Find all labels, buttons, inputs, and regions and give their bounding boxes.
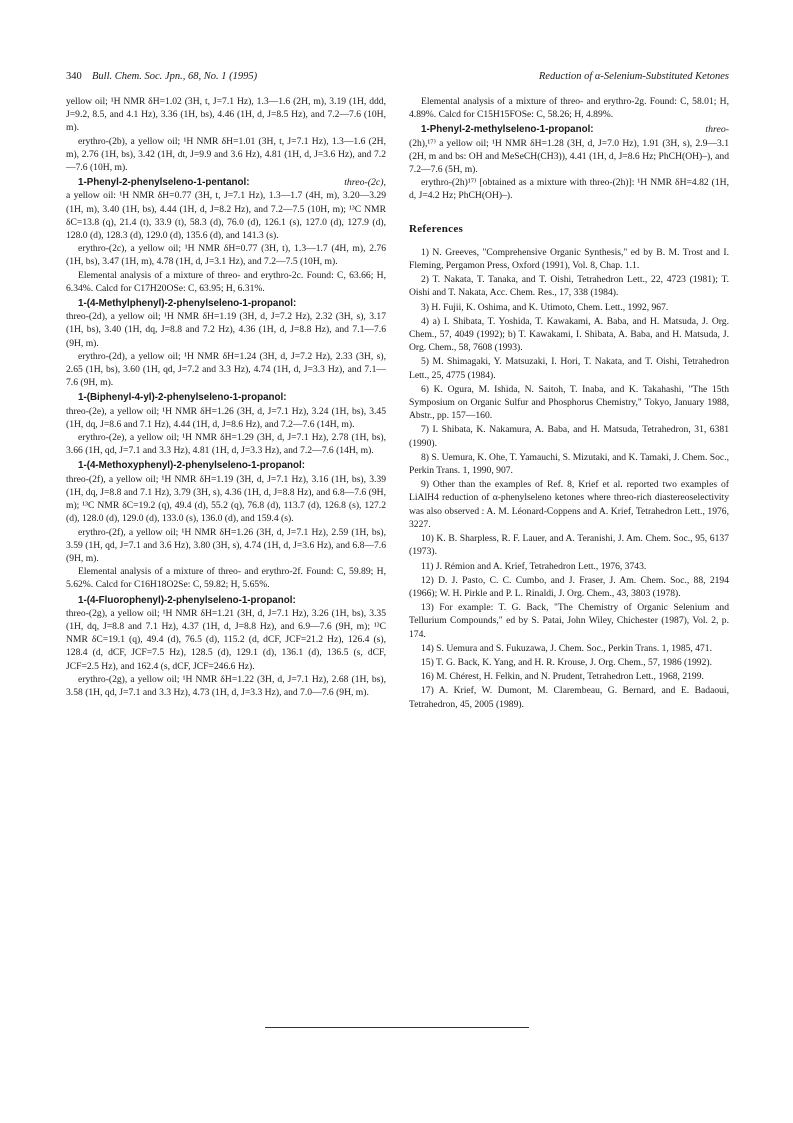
compound-heading — [66, 459, 386, 472]
compound-name: 1-Phenyl-2-methylseleno-1-propanol: — [421, 124, 594, 136]
experimental-paragraph: erythro-(2h)¹⁷⁾ [obtained as a mixture with threo-(2h)]: ¹H NMR δH=4.82 (1H, d, J=4.2 Hz; PhCH(OH)–). — [409, 177, 729, 202]
experimental-paragraph: erythro-(2b), a yellow oil; ¹H NMR δH=1.01 (3H, t, J=7.1 Hz), 1.3—1.6 (2H, m), 2.76 (1H, bs), 3.42 (1H, dt, J=9.9 and 3.6 Hz), 4.81 (1H, d, J=3.6 Hz), and 7.2—7.6 (10H, m). — [66, 135, 386, 174]
running-header — [66, 70, 729, 84]
reference-item: 7) I. Shibata, K. Nakamura, A. Baba, and H. Matsuda, Tetrahedron, 31, 6381 (1990). — [409, 424, 729, 449]
experimental-paragraph: a yellow oil: ¹H NMR δH=0.77 (3H, t, J=7.1 Hz), 1.3—1.7 (4H, m), 3.20—3.29 (1H, m), 3.40 (1H, bs), 4.44 (1H, d, J=8.2 Hz), and 7.2—7.5 (10H, m); ¹³C NMR δC=13.8 (q), 21.4 (t), 33.9 (t), 58.3 (d), 76.0 (d), 126.1 (s), 127.0 (d), 127.9 (d), 128.0 (d), 128.3 (d), 129.0 (d), 135.6 (d), and 141.3 (s). — [66, 190, 386, 242]
compound-heading — [66, 176, 386, 189]
compound-heading — [66, 297, 386, 310]
compound-name: 1-Phenyl-2-phenylseleno-1-pentanol: — [78, 177, 250, 189]
experimental-paragraph: (2h),¹⁷⁾ a yellow oil; ¹H NMR δH=1.28 (3H, d, J=7.0 Hz), 1.91 (3H, s), 2.9—3.1 (2H, m and bs: OH and MeSeCH(CH3)), 4.41 (1H, d, J=8.6 Hz; PhCH(OH)–), and 7.2—7.6 (5H, m). — [409, 137, 729, 176]
experimental-paragraph: erythro-(2c), a yellow oil; ¹H NMR δH=0.77 (3H, t), 1.3—1.7 (4H, m), 2.76 (1H, bs), 3.47 (1H, m), 4.78 (1H, d, J=3.1 Hz), and 7.2—7.5 (10H, m). — [66, 243, 386, 268]
compound-name: 1-(Biphenyl-4-yl)-2-phenylseleno-1-propanol: — [78, 392, 287, 404]
right-column — [409, 95, 729, 712]
experimental-paragraph: Elemental analysis of a mixture of threo- and erythro-2g. Found: C, 58.01; H, 4.89%. Calcd for C15H15FOSe: C, 58.26; H, 4.89%. — [409, 96, 729, 121]
reference-item: 9) Other than the examples of Ref. 8, Krief et al. reported two examples of LiAlH4 reduction of α-phenylseleno ketones where threo-rich diastereoselectivity was also observed : A. M. Léonard-Coppens and A. Krief, Tetrahedron Lett., 1976, 3227. — [409, 479, 729, 530]
compound-name: 1-(4-Methylphenyl)-2-phenylseleno-1-propanol: — [78, 298, 297, 310]
compound-name: 1-(4-Methoxyphenyl)-2-phenylseleno-1-propanol: — [78, 460, 305, 472]
experimental-paragraph: threo-(2d), a yellow oil; ¹H NMR δH=1.19 (3H, d, J=7.2 Hz), 2.32 (3H, s), 3.17 (1H, bs), 3.40 (1H, dq, J=8.8 and 7.2 Hz), 4.36 (1H, d, J=8.8 Hz), and 7.1—7.6 (9H, m). — [66, 311, 386, 349]
experimental-paragraph: Elemental analysis of a mixture of threo- and erythro-2c. Found: C, 63.66; H, 6.34%. Calcd for C17H20OSe: C, 63.95; H, 6.31%. — [66, 269, 386, 294]
reference-item: 14) S. Uemura and S. Fukuzawa, J. Chem. Soc., Perkin Trans. 1, 1985, 471. — [421, 642, 712, 654]
reference-item: 10) K. B. Sharpless, R. F. Lauer, and A. Teranishi, J. Am. Chem. Soc., 95, 6137 (1973). — [409, 533, 729, 558]
reference-item: 16) M. Chérest, H. Felkin, and N. Prudent, Tetrahedron Lett., 1968, 2199. — [421, 671, 704, 683]
reference-item: 15) T. G. Back, K. Yang, and H. R. Krouse, J. Org. Chem., 57, 1986 (1992). — [421, 656, 712, 668]
reference-item: 8) S. Uemura, K. Ohe, T. Yamauchi, S. Mizutaki, and K. Tamaki, J. Chem. Soc., Perkin Trans. 1, 1990, 907. — [409, 451, 729, 477]
reference-item: 13) For example: T. G. Back, "The Chemistry of Organic Selenium and Tellurium Compounds," ed by S. Patai, John Wiley, Chichester (1987), Vol. 2, p. 174. — [409, 602, 729, 640]
experimental-paragraph: Elemental analysis of a mixture of threo- and erythro-2f. Found: C, 59.89; H, 5.62%. Calcd for C16H18O2Se: C, 59.82; H, 5.65%. — [66, 566, 386, 591]
experimental-paragraph: erythro-(2d), a yellow oil; ¹H NMR δH=1.24 (3H, d, J=7.2 Hz), 2.33 (3H, s), 2.65 (1H, bs), 3.60 (1H, qd, J=7.2 and 3.3 Hz), 4.74 (1H, d, J=3.3 Hz), and 7.1—7.6 (9H, m). — [66, 350, 386, 389]
experimental-paragraph: erythro-(2g), a yellow oil; ¹H NMR δH=1.22 (3H, d, J=7.1 Hz), 2.68 (1H, bs), 3.58 (1H, qd, J=7.1 and 3.3 Hz), 4.73 (1H, d, J=3.3 Hz), and 7.0—7.6 (9H, m). — [66, 673, 386, 698]
compound-heading — [66, 594, 386, 607]
experimental-paragraph: threo-(2g), a yellow oil; ¹H NMR δH=1.21 (3H, d, J=7.1 Hz), 3.26 (1H, bs), 3.35 (1H, dq, J=8.8 and 7.1 Hz), 4.37 (1H, d, J=8.8 Hz), and 6.9—7.6 (9H, m); ¹³C NMR δC=19.1 (q), 49.4 (d), 76.5 (d), 115.2 (d, dCF, JCF=21.2 Hz), 126.4 (s), 128.4 (d, dCF, JCF=7.5 Hz), 128.5 (d), 129.1 (d), 136.1 (d), 136.5 (s, dCF, JCF=2.5 Hz), and 162.4 (s, dCF, JCF=246.6 Hz). — [66, 607, 386, 672]
page-number: 340 — [66, 71, 82, 82]
configuration-label: threo-(2c), — [344, 177, 386, 189]
configuration-label: threo- — [705, 124, 729, 136]
compound-heading — [409, 123, 729, 136]
reference-item: 6) K. Ogura, M. Ishida, N. Saitoh, T. Inaba, and K. Takahashi, "The 15th Symposium on Organic Sulfur and Phosphorus Chemistry," Tokyo, January 1988, Abstr., pp. 157—160. — [409, 383, 729, 422]
reference-item: 1) N. Greeves, "Comprehensive Organic Synthesis," ed by B. M. Trost and I. Fleming, Pergamon Press, Oxford (1991), Vol. 8, Chap. 1.1. — [409, 246, 729, 272]
experimental-continued — [409, 95, 729, 203]
experimental-paragraph: yellow oil; ¹H NMR δH=1.02 (3H, t, J=7.1 Hz), 1.3—1.6 (2H, m), 3.19 (1H, ddd, J=9.2, 8.5, and 4.1 Hz), 3.36 (1H, bs), 4.46 (1H, d, J=8.5 Hz), and 7.2—7.6 (10H, m). — [66, 96, 386, 134]
reference-item: 2) T. Nakata, T. Tanaka, and T. Oishi, Tetrahedron Lett., 22, 4723 (1981); T. Oishi and T. Nakata, Acc. Chem. Res., 17, 338 (1984). — [409, 274, 729, 299]
experimental-paragraph: threo-(2f), a yellow oil; ¹H NMR δH=1.19 (3H, d, J=7.1 Hz), 3.16 (1H, bs), 3.39 (1H, dq, J=8.8 and 7.1 Hz), 3.79 (3H, s), 4.36 (1H, d, J=8.8 Hz), and 6.8—7.6 (9H, m); ¹³C NMR δC=19.2 (q), 49.4 (d), 55.2 (q), 76.8 (d), 113.7 (d), 126.8 (s), 127.2 (d), 128.0 (d), 129.0 (d), 133.0 (s), 136.0 (d), and 159.4 (s). — [66, 473, 386, 525]
reference-item: 12) D. J. Pasto, C. C. Cumbo, and J. Fraser, J. Am. Chem. Soc., 88, 2194 (1966); W. H. Pirkle and P. L. Rinaldi, J. Org. Chem., 43, 3803 (1978). — [409, 574, 729, 599]
reference-item: 17) A. Krief, W. Dumont, M. Clarembeau, G. Bernard, and E. Badaoui, Tetrahedron, 45, 2005 (1989). — [409, 685, 729, 710]
running-title: Reduction of α-Selenium-Substituted Ketones — [538, 71, 729, 82]
references-heading: References — [409, 222, 464, 235]
reference-item: 5) M. Shimagaki, Y. Matsuzaki, I. Hori, T. Nakata, and T. Oishi, Tetrahedron Lett., 25, 4775 (1984). — [409, 356, 729, 381]
experimental-paragraph: erythro-(2e), a yellow oil; ¹H NMR δH=1.29 (3H, d, J=7.1 Hz), 2.78 (1H, bs), 3.66 (1H, qd, J=7.1 and 3.3 Hz), 4.81 (1H, d, J=3.3 Hz), and 7.2—7.6 (14H, m). — [66, 432, 386, 457]
experimental-paragraph: erythro-(2f), a yellow oil; ¹H NMR δH=1.26 (3H, d, J=7.1 Hz), 2.59 (1H, bs), 3.59 (1H, qd, J=7.1 and 3.6 Hz), 3.80 (3H, s), 4.74 (1H, d, J=3.6 Hz), and 6.8—7.6 (9H, m). — [66, 526, 386, 564]
reference-item: 3) H. Fujii, K. Oshima, and K. Utimoto, Chem. Lett., 1992, 967. — [421, 301, 669, 313]
journal-citation: Bull. Chem. Soc. Jpn., 68, No. 1 (1995) — [92, 71, 258, 82]
compound-heading — [66, 391, 386, 404]
compound-name: 1-(4-Fluorophenyl)-2-phenylseleno-1-propanol: — [78, 594, 296, 606]
reference-item: 11) J. Rémion and A. Krief, Tetrahedron Lett., 1976, 3743. — [421, 560, 647, 572]
references-list — [409, 246, 729, 711]
experimental-paragraph: threo-(2e), a yellow oil; ¹H NMR δH=1.26 (3H, d, J=7.1 Hz), 3.24 (1H, bs), 3.45 (1H, dq, J=8.6 and 7.1 Hz), 4.44 (1H, d, J=8.6 Hz), and 7.2—7.6 (14H, m). — [66, 405, 386, 430]
reference-item: 4) a) I. Shibata, T. Yoshida, T. Kawakami, A. Baba, and H. Matsuda, J. Org. Chem., 57, 4049 (1992); b) T. Kawakami, I. Shibata, A. Baba, and H. Matsuda, J. Org. Chem., 58, 7608 (1993). — [409, 315, 729, 354]
end-rule — [265, 1027, 529, 1028]
left-column — [66, 95, 386, 699]
